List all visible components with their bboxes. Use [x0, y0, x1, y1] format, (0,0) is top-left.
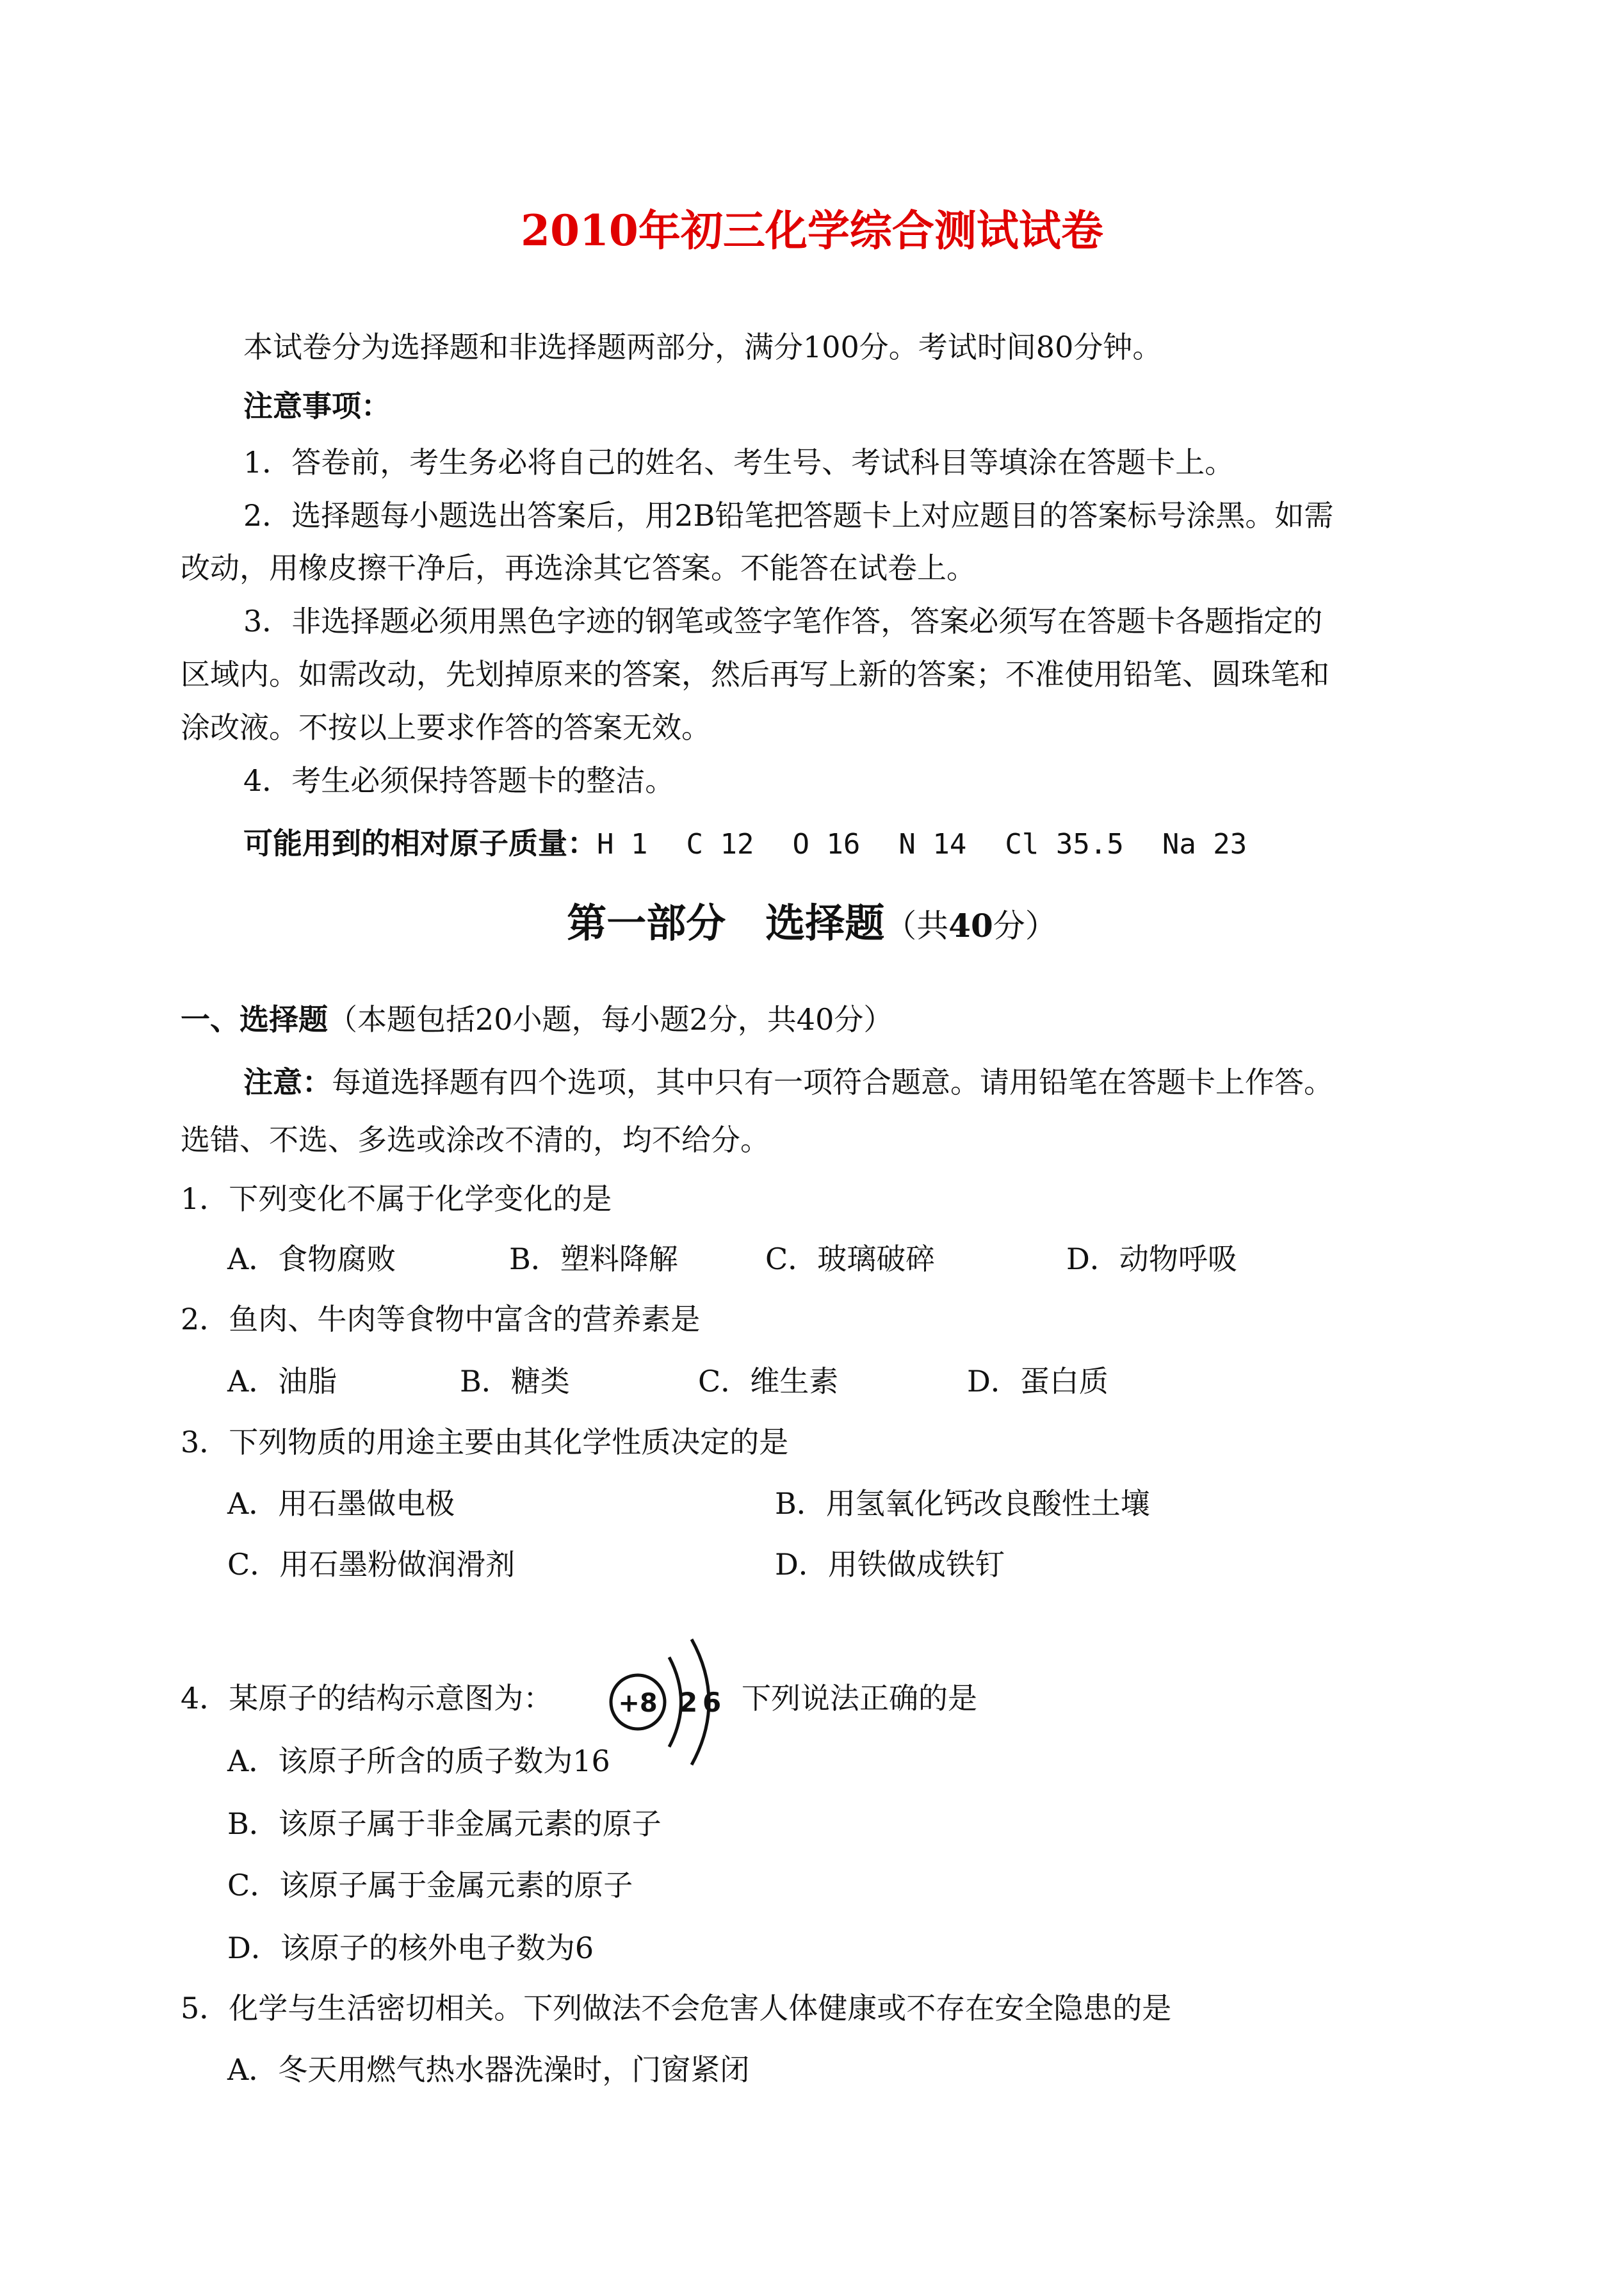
question-3-option-d: D．用铁做成铁钉: [775, 1547, 1005, 1582]
nucleus-charge: +8: [618, 1689, 658, 1718]
atomic-mass-n: N 14: [898, 828, 967, 861]
part-one-heading: [0, 898, 1624, 952]
question-1-option-a: A．食物腐败: [227, 1242, 396, 1276]
atomic-mass-o: O 16: [792, 828, 861, 861]
question-4-option-a: A．该原子所含的质子数为16: [227, 1744, 610, 1778]
atomic-mass-na: Na 23: [1162, 828, 1247, 861]
note-3-line-2: 区域内。如需改动，先划掉原来的答案，然后再写上新的答案；不准使用铅笔、圆珠笔和: [181, 657, 1329, 692]
question-2-option-a: A．油脂: [227, 1364, 337, 1399]
section-one-note-label: 注意：: [243, 1065, 332, 1099]
part-one-score: （共40分）: [884, 907, 1057, 945]
question-4-stem-after: 下列说法正确的是: [742, 1681, 977, 1715]
question-2-option-d: D．蛋白质: [967, 1364, 1108, 1399]
question-3-stem: 3．下列物质的用途主要由其化学性质决定的是: [181, 1425, 789, 1459]
atomic-mass-line: [243, 824, 1247, 864]
note-2-line-2: 改动，用橡皮擦干净后，再选涂其它答案。不能答在试卷上。: [181, 551, 976, 585]
note-1: 1．答卷前，考生务必将自己的姓名、考生号、考试科目等填涂在答题卡上。: [243, 445, 1235, 480]
intro-text: 本试卷分为选择题和非选择题两部分，满分100分。考试时间80分钟。: [243, 330, 1162, 364]
atomic-mass-label: 可能用到的相对原子质量：: [243, 826, 597, 861]
section-one-label: 一、选择题: [181, 1002, 328, 1037]
section-one-heading: [181, 1000, 893, 1039]
question-3-option-b: B．用氢氧化钙改良酸性土壤: [775, 1486, 1150, 1521]
atomic-mass-c: C 12: [686, 828, 754, 861]
question-1-option-c: C．玻璃破碎: [765, 1242, 936, 1276]
note-2-line-1: 2．选择题每小题选出答案后，用2B铅笔把答题卡上对应题目的答案标号涂黑。如需: [243, 498, 1334, 533]
notes-heading: 注意事项：: [243, 389, 391, 423]
atomic-mass-cl: Cl 35.5: [1005, 828, 1124, 861]
note-3-line-1: 3．非选择题必须用黑色字迹的钢笔或签字笔作答，答案必须写在答题卡各题指定的: [243, 604, 1323, 638]
question-2-option-c: C．维生素: [698, 1364, 839, 1399]
question-3-option-a: A．用石墨做电极: [227, 1486, 455, 1521]
question-5-stem: 5．化学与生活密切相关。下列做法不会危害人体健康或不存在安全隐患的是: [181, 1991, 1172, 2025]
section-one-note-line-2: 选错、不选、多选或涂改不清的，均不给分。: [181, 1123, 770, 1157]
question-1-stem: 1．下列变化不属于化学变化的是: [181, 1181, 612, 1216]
question-4-option-c: C．该原子属于金属元素的原子: [227, 1868, 633, 1902]
question-4-option-b: B．该原子属于非金属元素的原子: [227, 1806, 662, 1841]
document-title: 2010年初三化学综合测试试卷: [521, 206, 1103, 255]
question-1-option-d: D．动物呼吸: [1066, 1242, 1237, 1276]
atomic-mass-h: H 1: [597, 828, 648, 861]
part-one-title: 第一部分 选择题: [567, 900, 885, 946]
question-3-option-c: C．用石墨粉做润滑剂: [227, 1547, 516, 1582]
section-one-desc: （本题包括20小题，每小题2分，共40分）: [328, 1002, 893, 1037]
question-5-option-a: A．冬天用燃气热水器洗澡时，门窗紧闭: [227, 2052, 750, 2087]
note-3-line-3: 涂改液。不按以上要求作答的答案无效。: [181, 710, 711, 745]
question-4-option-d: D．该原子的核外电子数为6: [227, 1931, 594, 1965]
question-2-stem: 2．鱼肉、牛肉等食物中富含的营养素是: [181, 1302, 701, 1336]
question-2-option-b: B．糖类: [460, 1364, 570, 1399]
electron-shell-2-count: 6: [702, 1687, 722, 1718]
note-4: 4．考生必须保持答题卡的整洁。: [243, 763, 675, 798]
question-1-option-b: B．塑料降解: [509, 1242, 678, 1276]
electron-shell-1-count: 2: [679, 1687, 698, 1718]
atom-structure-diagram: [596, 1620, 736, 1774]
section-one-note-line-1: 注意：每道选择题有四个选项，其中只有一项符合题意。请用铅笔在答题卡上作答。: [243, 1065, 1333, 1099]
question-4-stem-before: 4．某原子的结构示意图为：: [181, 1681, 553, 1715]
